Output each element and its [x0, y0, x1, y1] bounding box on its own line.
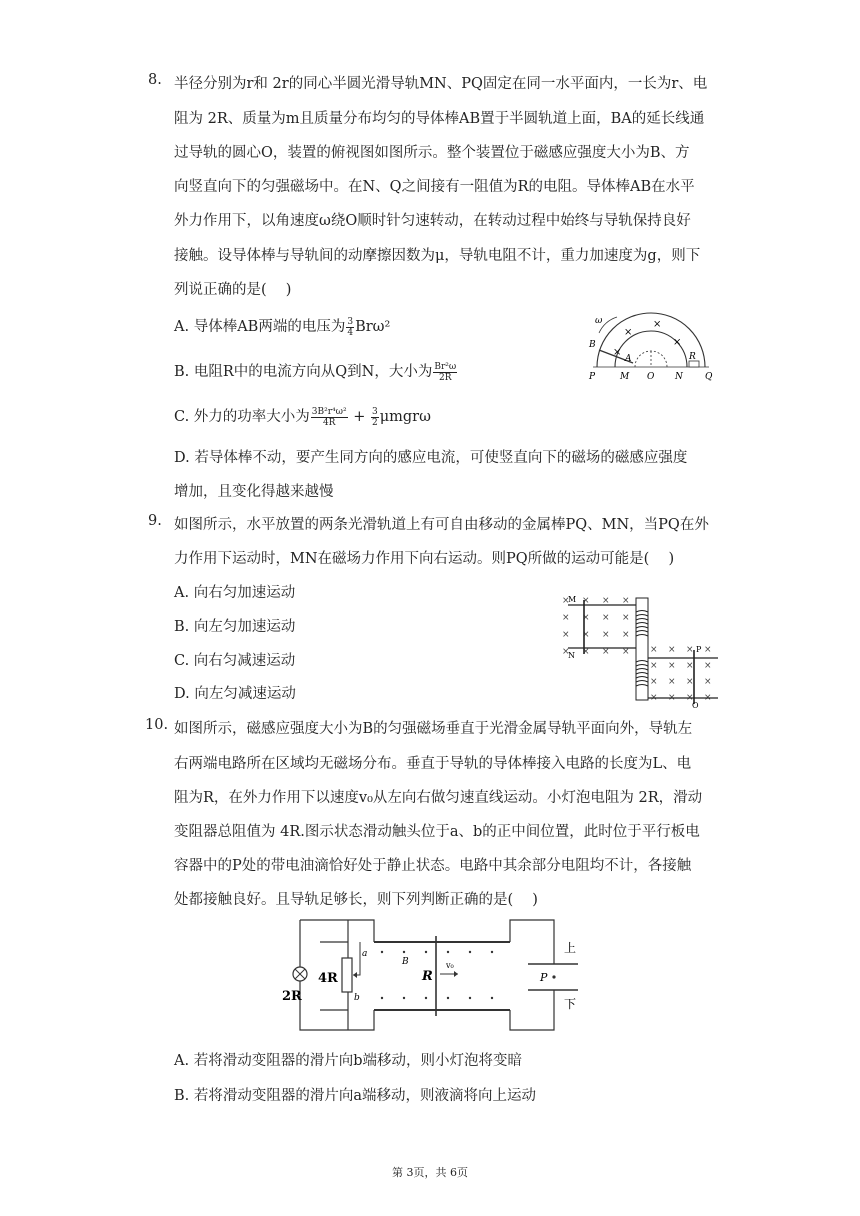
svg-text:×: × [704, 661, 712, 671]
label-R: R [422, 969, 433, 984]
svg-text:×: × [650, 677, 658, 687]
q9-option-a[interactable]: A. 向右匀加速运动 [174, 585, 296, 601]
svg-text:×: × [624, 327, 633, 338]
q8-option-a-text: A. 导体棒AB两端的电压为 [174, 319, 346, 335]
svg-text:×: × [686, 661, 694, 671]
label-4R: 4R [318, 971, 338, 986]
svg-text:×: × [650, 645, 658, 655]
label-M: M [620, 372, 630, 382]
label-N: N [675, 372, 683, 382]
fraction [346, 317, 354, 338]
svg-text:×: × [562, 630, 570, 640]
svg-text:×: × [613, 347, 622, 358]
frac-den: 2R [439, 372, 452, 383]
label-b: b [354, 993, 360, 1003]
label-R: R [689, 352, 696, 362]
q8-option-c-tail: μmgrω [379, 409, 431, 425]
q10-line-6: 处都接触良好。且导轨足够长，则下列判断正确的是( ) [174, 892, 538, 908]
q9-rails-figure [560, 592, 720, 708]
label-O: O [647, 372, 655, 382]
q9-option-b[interactable]: B. 向左匀加速运动 [174, 619, 296, 635]
svg-text:×: × [668, 645, 676, 655]
label-Q: Q [705, 372, 713, 382]
q10-line-4: 变阻器总阻值为 4R.图示状态滑动触头位于a、b的正中间位置，此时位于平行板电 [174, 824, 700, 840]
label-up: 上 [564, 941, 577, 955]
label-Q: Q [692, 701, 699, 708]
q9-line-1: 如图所示，水平放置的两条光滑轨道上有可自由移动的金属棒PQ、MN，当PQ在外 [174, 517, 709, 533]
q8-option-c[interactable] [174, 405, 431, 428]
label-down: 下 [564, 997, 577, 1011]
frac-den: 4 [347, 327, 354, 338]
q8-line-7: 列说正确的是( ) [174, 282, 292, 298]
label-a: a [362, 949, 368, 959]
svg-text:×: × [668, 693, 676, 703]
q8-line-4: 向竖直向下的匀强磁场中。在N、Q之间接有一阻值为R的电阻。导体棒AB在水平 [174, 179, 695, 195]
label-P: P [696, 645, 702, 654]
q9-line-2: 力作用下运动时，MN在磁场力作用下向右运动。则PQ所做的运动可能是( ) [174, 551, 675, 567]
q8-line-3: 过导轨的圆心O，装置的俯视图如图所示。整个装置位于磁感应强度大小为B、方 [174, 145, 690, 161]
label-v0: v₀ [446, 961, 454, 970]
svg-text:×: × [622, 613, 630, 623]
svg-text:×: × [704, 645, 712, 655]
svg-text:×: × [562, 596, 570, 606]
q8-semicircle-rail-figure [585, 305, 715, 385]
svg-text:×: × [582, 613, 590, 623]
frac-den: 2 [371, 417, 378, 428]
svg-text:×: × [668, 677, 676, 687]
label-P: P [540, 971, 548, 984]
q10-circuit-figure [278, 912, 584, 1040]
plus-sign: + [348, 409, 370, 425]
q8-line-5: 外力作用下，以角速度ω绕O顺时针匀速转动，在转动过程中始终与导轨保持良好 [174, 213, 691, 229]
q10-line-3: 阻为R，在外力作用下以速度v₀从左向右做匀速直线运动。小灯泡电阻为 2R，滑动 [174, 790, 703, 806]
q8-option-b-text: B. 电阻R中的电流方向从Q到N，大小为 [174, 364, 433, 380]
svg-text:×: × [582, 647, 590, 657]
q8-option-d-line-2: 增加，且变化得越来越慢 [174, 484, 334, 500]
svg-text:×: × [653, 319, 662, 330]
svg-text:×: × [562, 613, 570, 623]
label-P: P [589, 372, 596, 382]
q8-option-a[interactable] [174, 315, 390, 338]
q10-line-1: 如图所示，磁感应强度大小为B的匀强磁场垂直于光滑金属导轨平面向外，导轨左 [174, 721, 693, 737]
svg-text:×: × [673, 337, 682, 348]
q10-line-5: 容器中的P处的带电油滴恰好处于静止状态。电路中其余部分电阻均不计，各接触 [174, 858, 692, 874]
frac-num: Br²ω [434, 361, 457, 372]
svg-text:×: × [582, 596, 590, 606]
label-omega: ω [595, 316, 603, 326]
svg-text:×: × [622, 596, 630, 606]
svg-text:×: × [650, 693, 658, 703]
svg-text:×: × [622, 630, 630, 640]
svg-text:×: × [704, 677, 712, 687]
svg-text:×: × [562, 647, 570, 657]
label-N: N [568, 651, 575, 660]
question-8-number: 8. [148, 72, 162, 88]
q8-option-c-text: C. 外力的功率大小为 [174, 409, 310, 425]
page-footer: 第 3页，共 6页 [392, 1166, 468, 1179]
question-9-number: 9. [148, 513, 162, 529]
q10-line-2: 右两端电路所在区域均无磁场分布。垂直于导轨的导体棒接入电路的长度为L、电 [174, 756, 692, 772]
label-M: M [568, 595, 577, 604]
fraction [433, 362, 457, 383]
svg-text:×: × [650, 661, 658, 671]
svg-text:×: × [704, 693, 712, 703]
q8-line-6: 接触。设导体棒与导轨间的动摩擦因数为μ，导轨电阻不计，重力加速度为g，则下 [174, 248, 701, 264]
q9-option-c[interactable]: C. 向右匀减速运动 [174, 653, 296, 669]
svg-text:×: × [602, 630, 610, 640]
q10-option-b[interactable]: B. 若将滑动变阻器的滑片向a端移动，则液滴将向上运动 [174, 1088, 537, 1104]
label-A: A [625, 354, 632, 364]
label-2R: 2R [282, 989, 302, 1004]
fraction [311, 407, 348, 428]
q8-option-b[interactable] [174, 360, 458, 383]
svg-text:×: × [622, 647, 630, 657]
frac-num: 3 [371, 406, 378, 417]
q8-line-1: 半径分别为r和 2r的同心半圆光滑导轨MN、PQ固定在同一水平面内，一长为r、电 [174, 76, 708, 92]
q8-option-d[interactable]: D. 若导体棒不动，要产生同方向的感应电流，可使竖直向下的磁场的磁感应强度 [174, 450, 688, 466]
frac-num: 3 [347, 316, 354, 327]
svg-text:×: × [602, 647, 610, 657]
q10-option-a[interactable]: A. 若将滑动变阻器的滑片向b端移动，则小灯泡将变暗 [174, 1053, 522, 1069]
frac-num: 3B²r⁴ω² [311, 406, 347, 417]
label-B: B [402, 957, 409, 967]
svg-text:×: × [686, 677, 694, 687]
fraction [371, 407, 379, 428]
q8-line-2: 阻为 2R、质量为m且质量分布均匀的导体棒AB置于半圆轨道上面，BA的延长线通 [174, 111, 705, 127]
q9-option-d[interactable]: D. 向左匀减速运动 [174, 686, 296, 702]
question-10-number: 10. [145, 717, 169, 733]
svg-text:×: × [602, 596, 610, 606]
frac-den: 4R [322, 417, 336, 428]
svg-text:×: × [602, 613, 610, 623]
svg-text:×: × [686, 645, 694, 655]
label-B: B [589, 340, 596, 350]
svg-text:×: × [668, 661, 676, 671]
q8-option-a-tail: Brω² [355, 319, 391, 335]
svg-text:×: × [582, 630, 590, 640]
svg-text:×: × [686, 693, 694, 703]
